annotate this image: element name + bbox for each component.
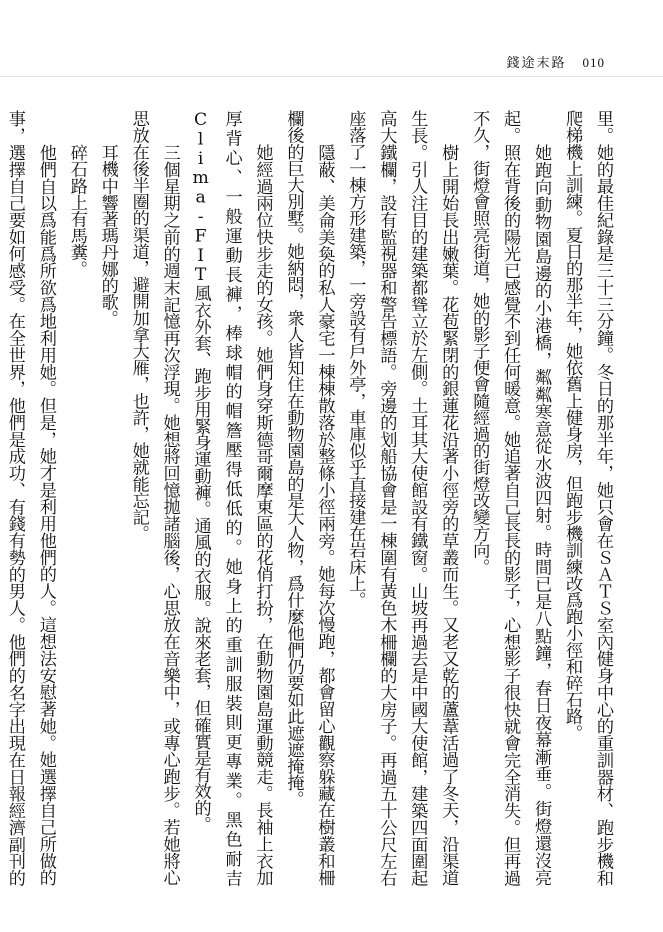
paragraph: 三個星期之前的週末記憶再次浮現。她想將回憶拋諸腦後，心思放在音樂中，或專心跑步。若她將心思放在後半圈的渠道，避開加拿大雁，也許，她就能忘記。 [128, 110, 180, 886]
paragraph: 他們自以爲能爲所欲爲地利用她。但是，她才是利用他們的人。這想法安慰著她。她選擇自己所做的事，選擇自己要如何感受。在全世界，他們是成功、有錢有勢的男人。他們的名字出現在日報經濟副刊的 [4, 110, 56, 886]
body-text [4, 110, 618, 886]
paragraph: 耳機中響著瑪丹娜的歌。 [97, 144, 118, 327]
paragraph: 碎石路上有馬糞。 [66, 144, 87, 278]
running-header [506, 52, 605, 71]
paragraph: 里。她的最佳紀錄是三十三分鐘。冬日的那半年，她只會在ＳＡＴＳ室內健身中心的重訓器材、跑步機和爬梯機上訓練。夏日的那半年，她依舊上健身房，但跑步機訓練改爲跑小徑和碎石路。 [562, 110, 613, 886]
paragraph: 她跑向動物園島邊的小港橋，粼粼寒意從水波四射。時間已是八點鐘，春日夜幕漸垂。街燈還沒亮起。照在背後的陽光已感覺不到任何暖意。她追著自己長長的影子，心想影子很快就會完全消失。但再過不久，街燈會照亮街道，她的影子便會隨經過的街燈改變方向。 [469, 110, 552, 886]
page-number: 010 [582, 55, 605, 70]
paragraph: 她經過兩位快步走的女孩。她們身穿斯德哥爾摩東區的花俏打扮，在動物園島運動競走。長袖上衣加厚背心、一般運動長褲，棒球帽的帽簷壓得低低的。她身上的重訓服裝則更專業。黑色耐吉Clima-FIT風衣外套、跑步用緊身運動褲。通風的衣服。說來老套，但確實是有效的。 [190, 110, 273, 886]
header-rule [0, 76, 663, 77]
paragraph: 隱蔽、美侖美奐的私人豪宅一棟棟散落於整條小徑兩旁。她每次慢跑，都會留心觀察躲藏在樹叢和柵欄後的巨大別墅。她納悶，衆人皆知住在動物園島的是大人物，爲什麼他們仍要如此遮遮掩掩。 [283, 110, 335, 886]
book-title: 錢途末路 [506, 56, 567, 71]
paragraph: 樹上開始長出嫩葉。花苞緊閉的銀蓮花沿著小徑旁的草叢而生。又老又乾的蘆葦活過了冬天，沿渠道生長。引人注目的建築都聳立於左側。土耳其大使館設有鐵窗。山坡再過去是中國大使館，建築四面圍起高大鐵欄，設有監視器和警告標語。旁邊的划船協會是一棟圍有黃色木柵欄的大房子。再過五十公尺左右座落了一棟方形建築，一旁設有戶外亭，車庫似乎直接建在岩床上。 [345, 110, 459, 886]
